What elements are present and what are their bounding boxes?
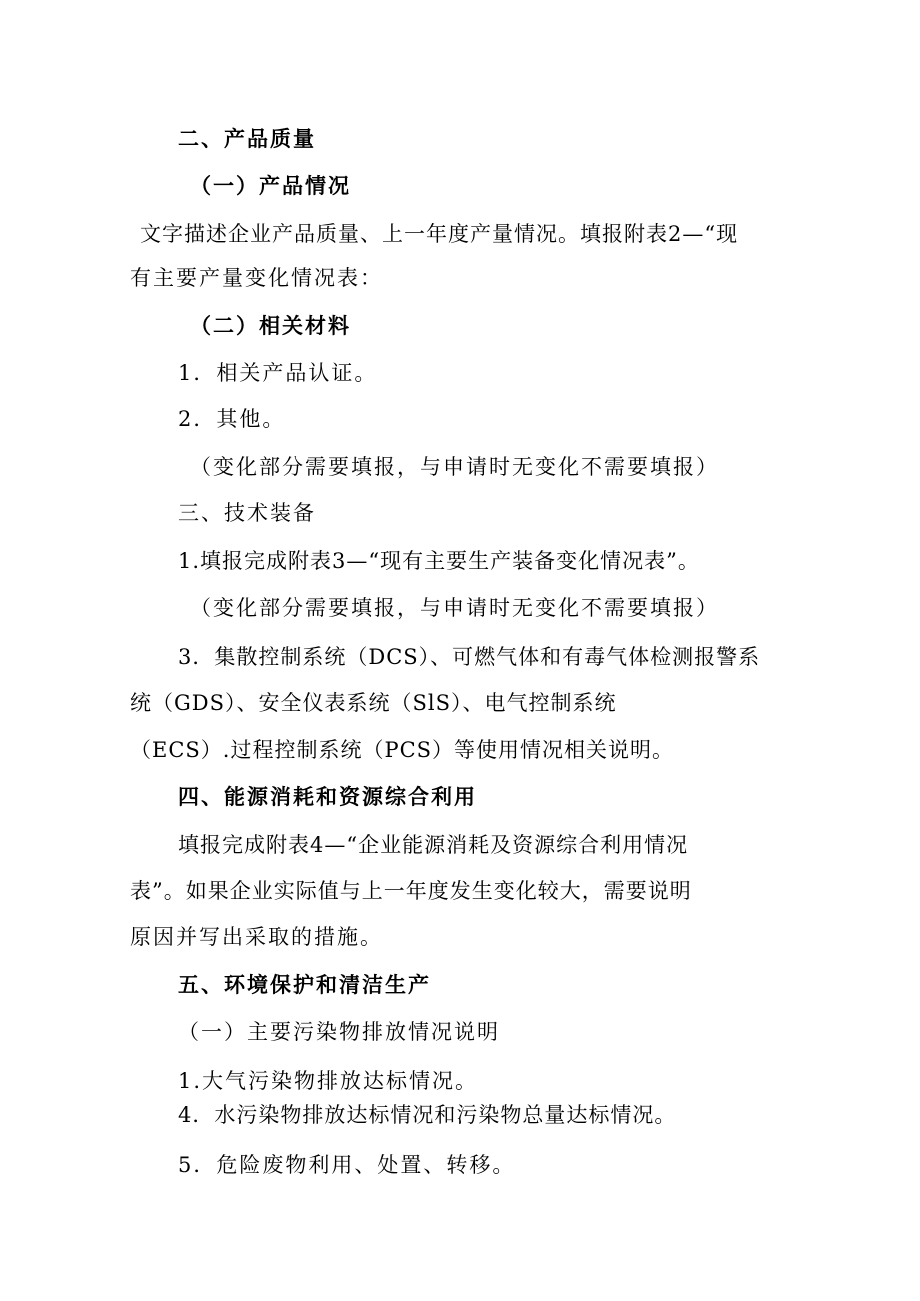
section5-sub1-item1: 1.大气污染物排放达标情况。 [178, 1069, 479, 1093]
section5-sub1-item5: 5．危险废物利用、处置、转移。 [178, 1153, 516, 1177]
section2-sub2-note: （变化部分需要填报，与申请时无变化不需要填报） [190, 455, 719, 479]
section3-heading: 三、技术装备 [178, 501, 316, 525]
section2-sub1-body-line2: 有主要产量变化情况表： [130, 266, 383, 290]
section3-item1: 1.填报完成附表3—“现有主要生产装备变化情况表”。 [178, 549, 700, 573]
section2-sub1-heading: （一）产品情况 [190, 173, 351, 198]
section4-body-line3: 原因并写出采取的措施。 [130, 925, 383, 949]
section4-body-line2: 表”。如果企业实际值与上一年度发生变化较大，需要说明 [130, 879, 692, 903]
section2-sub1-body-line1: 文字描述企业产品质量、上一年度产量情况。填报附表2—“现 [140, 222, 739, 246]
section5-sub1-heading: （一）主要污染物排放情况说明 [178, 1020, 500, 1044]
section4-heading: 四、能源消耗和资源综合利用 [178, 784, 477, 809]
section5-sub1-item4: 4．水污染物排放达标情况和污染物总量达标情况。 [178, 1103, 677, 1127]
section2-sub2-item2: 2．其他。 [178, 407, 286, 431]
section3-item3-line2: 统（GDS）、安全仪表系统（SlS）、电气控制系统 [130, 691, 617, 715]
section2-sub2-item1: 1．相关产品认证。 [178, 361, 378, 385]
section2-sub2-heading: （二）相关材料 [190, 313, 351, 338]
section2-heading: 二、产品质量 [178, 126, 316, 151]
section5-heading: 五、环境保护和清洁生产 [178, 972, 431, 997]
section4-body-line1: 填报完成附表4—“企业能源消耗及资源综合利用情况 [178, 833, 689, 857]
section3-item3-line1: 3．集散控制系统（DCS）、可燃气体和有毒气体检测报警系 [178, 645, 761, 669]
section3-item3-line3: （ECS）.过程控制系统（PCS）等使用情况相关说明。 [130, 738, 675, 762]
section3-note: （变化部分需要填报，与申请时无变化不需要填报） [190, 596, 719, 620]
